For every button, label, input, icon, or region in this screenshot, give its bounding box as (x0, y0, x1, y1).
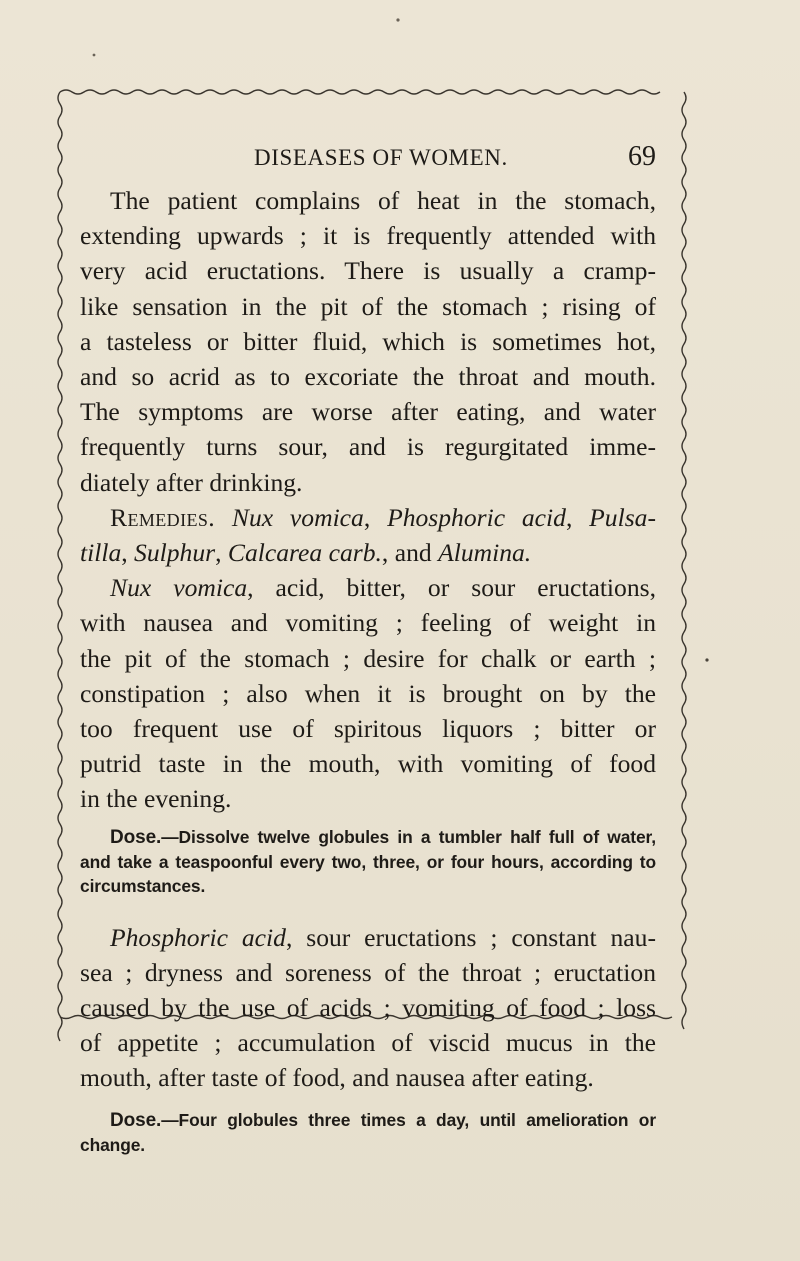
text-line: very acid eructations. There is usually a cramp- (80, 256, 656, 286)
printer-mark-top (396, 18, 399, 21)
text-line: diately after drinking. (80, 467, 303, 497)
page-header (80, 141, 656, 175)
dose-note-phosphoric (80, 1108, 656, 1157)
text-fragment: —Dissolve twelve globules in a tumbler half full of water, (161, 826, 656, 847)
text-line: putrid taste in the mouth, with vomiting of food (80, 749, 656, 779)
text-line (80, 1108, 656, 1133)
separator: , (215, 538, 228, 568)
text-line (80, 500, 656, 535)
text-line: the pit of the stomach ; desire for chalk or earth ; (80, 643, 656, 673)
text-line: circumstances. (80, 875, 206, 896)
text-line: of appetite ; accumulation of viscid mucus in the (80, 1028, 656, 1058)
paragraph-symptoms (80, 183, 656, 500)
text-line: sea ; dryness and soreness of the throat ; eructation (80, 957, 656, 987)
text-line: The symptoms are worse after eating, and water (80, 397, 656, 427)
text-line (80, 825, 656, 850)
text-line: change. (80, 1134, 146, 1155)
text-line: The patient complains of heat in the stomach, (110, 186, 656, 215)
remedy-name: tilla (80, 538, 122, 568)
text-line: and so acrid as to excoriate the throat and mouth. (80, 362, 656, 392)
text-line: constipation ; also when it is brought on by the (80, 678, 656, 708)
text-line: frequently turns sour, and is regurgitated imme- (80, 432, 656, 462)
remedy-name: Calcarea carb. (227, 538, 382, 568)
remedy-name: Alumina. (438, 538, 532, 568)
text-fragment: , sour eructations ; constant nau- (285, 922, 656, 952)
dose-label: Dose. (110, 826, 162, 848)
text-line: too frequent use of spiritous liquors ; bitter or (80, 714, 656, 744)
remedy-heading: Nux vomica (110, 573, 248, 603)
border-top (60, 90, 660, 94)
paragraph-nux-vomica (80, 570, 656, 816)
text-line (80, 535, 656, 570)
remedies-label: Remedies. (110, 502, 216, 532)
remedy-name: Nux vomica (231, 502, 364, 532)
text-line: a tasteless or bitter fluid, which is sometimes hot, (80, 326, 656, 356)
remedy-name: Sulphur (134, 538, 216, 568)
separator: , (565, 502, 590, 532)
text-line: and take a teaspoonful every two, three, or four hours, according to (80, 851, 656, 872)
printer-mark-right (705, 658, 708, 661)
text-line: caused by the use of acids ; vomiting of food ; loss (80, 993, 656, 1023)
remedy-name: Phosphoric acid (387, 502, 566, 532)
text-line: with nausea and vomiting ; feeling of weight in (80, 608, 656, 638)
remedy-heading: Phosphoric acid (110, 922, 286, 952)
border-right (682, 92, 686, 1029)
separator: , and (381, 538, 439, 568)
paragraph-remedies (80, 500, 656, 570)
paragraph-phosphoric-acid (80, 920, 656, 1096)
remedy-name: Pulsa- (589, 502, 656, 532)
text-line: extending upwards ; it is frequently attended with (80, 221, 656, 251)
printer-mark-left (93, 54, 96, 57)
separator: , (363, 502, 388, 532)
text-fragment: , acid, bitter, or sour eructations, (247, 573, 656, 603)
text-line: like sensation in the pit of the stomach ; rising of (80, 291, 656, 321)
text-fragment: —Four globules three times a day, until amelioration or (161, 1109, 656, 1130)
separator: , (121, 538, 135, 568)
dose-note-nux (80, 825, 656, 898)
text-line (80, 920, 656, 955)
border-left (58, 92, 62, 1041)
page-body (80, 183, 656, 1157)
page-number: 69 (628, 141, 656, 172)
running-head: DISEASES OF WOMEN. (254, 145, 508, 170)
dose-label: Dose. (110, 1109, 162, 1131)
text-line: in the evening. (80, 784, 232, 814)
text-line (80, 570, 656, 605)
text-line: mouth, after taste of food, and nausea after eating. (80, 1063, 594, 1093)
